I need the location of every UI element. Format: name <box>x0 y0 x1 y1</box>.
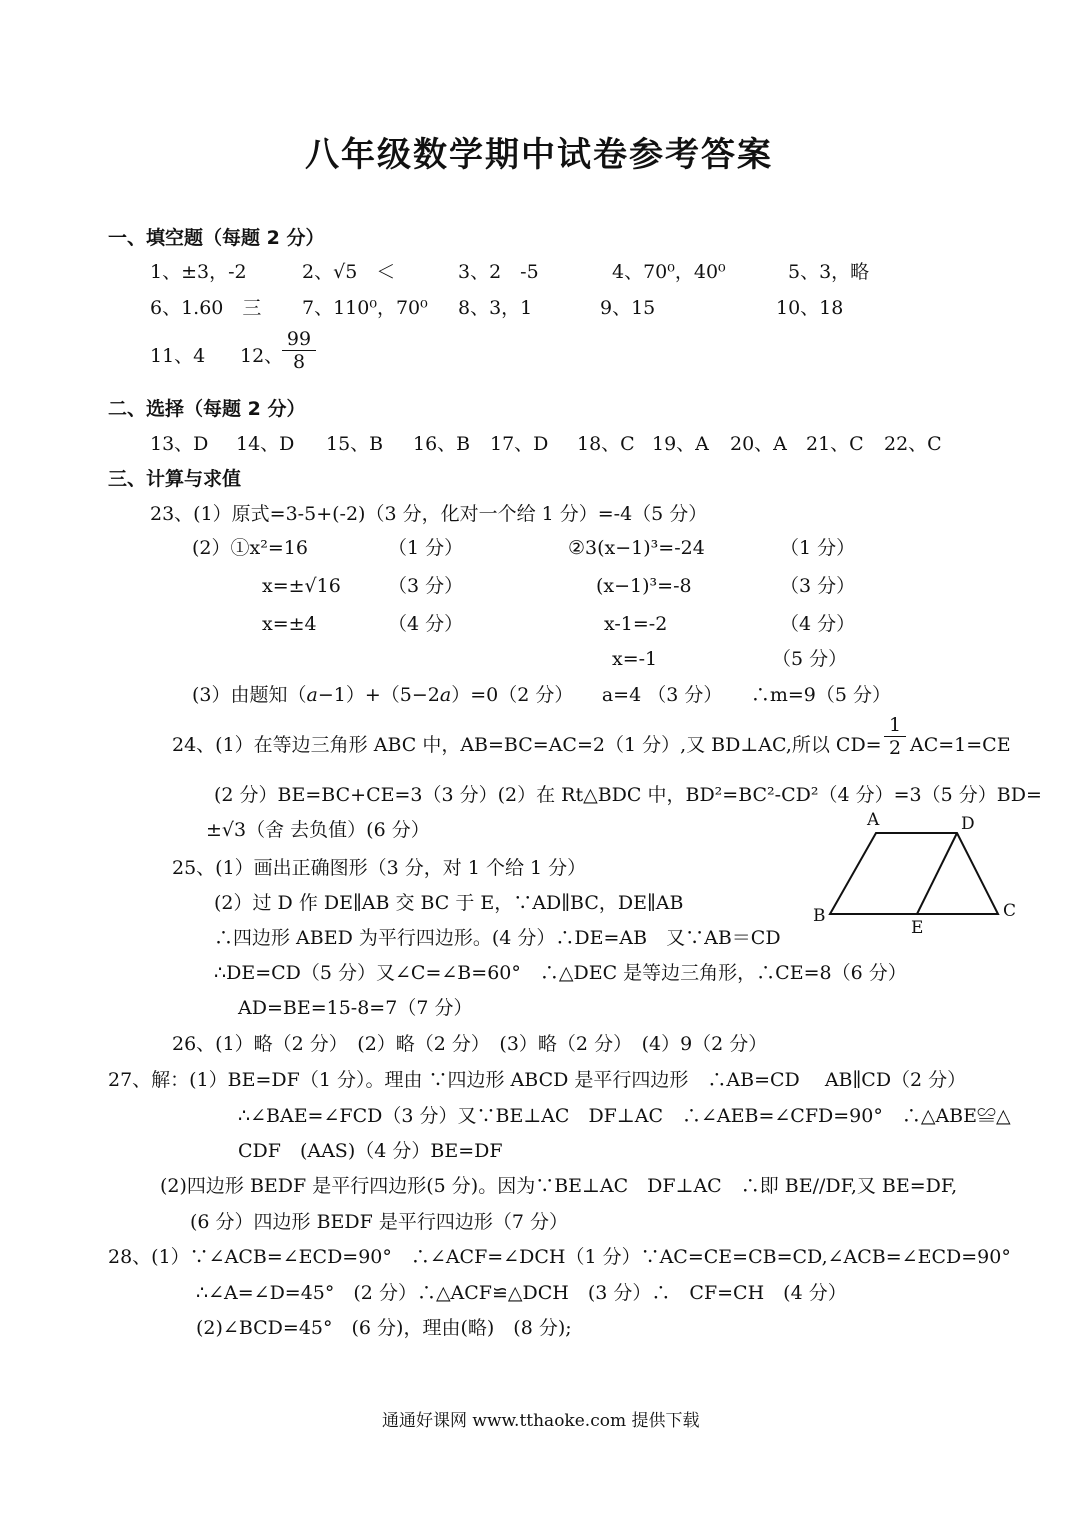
label-a: A <box>867 810 880 830</box>
answer-12-prefix: 12、 <box>240 345 284 367</box>
page-footer: 通通好课网 www.tthaoke.com 提供下载 <box>382 1411 700 1431</box>
q23-left-eq-2: x=±√16 <box>262 575 341 597</box>
q23-right-score-3: （4 分） <box>780 613 856 635</box>
q25-line3: ∴四边形 ABED 为平行四边形。(4 分）∴DE=AB 又∵AB＝CD <box>214 927 781 949</box>
q23-right-eq-4: x=-1 <box>612 648 658 670</box>
answer-2: 2、√5 ＜ <box>302 261 396 283</box>
q27-line4: (2)四边形 BEDF 是平行四边形(5 分)。因为∵BE⊥AC DF⊥AC ∴即 BE//DF,又 BE=DF, <box>160 1175 958 1197</box>
q25-line4: ∴DE=CD（5 分）又∠C=∠B=60° ∴△DEC 是等边三角形，∴CE=8（6 分） <box>214 962 907 984</box>
q23-l3-part1: (3）由题知（ <box>192 684 307 706</box>
q23-l3-var-a: a <box>306 684 318 706</box>
q23-line1: 23、(1）原式=3-5+(-2)（3 分，化对一个给 1 分）=-4（5 分） <box>150 503 708 525</box>
choice-19: 19、A <box>652 433 709 455</box>
q23-line3 <box>192 683 891 707</box>
q28-line3: (2)∠BCD=45° (6 分)，理由(略) (8 分); <box>196 1317 572 1339</box>
choice-20: 20、A <box>730 433 787 455</box>
q24-line1: 24、(1）在等边三角形 ABC 中，AB=BC=AC=2（1 分）,又 BD⊥AC,所以 CD= <box>172 734 882 756</box>
choice-21: 21、C <box>806 433 864 455</box>
trapezoid-shape <box>830 833 998 914</box>
q24-line1-end: AC=1=CE <box>910 734 1011 756</box>
q25-line1: 25、(1）画出正确图形（3 分，对 1 个给 1 分） <box>172 857 587 879</box>
q23-l3-part2: −1）+（5−2 <box>317 684 440 706</box>
q23-left-eq-3: x=±4 <box>262 613 317 635</box>
q25-line5: AD=BE=15-8=7（7 分） <box>238 997 473 1019</box>
answer-6: 6、1.60 三 <box>150 297 262 319</box>
q23-left-score-2: （3 分） <box>388 575 464 597</box>
q23-right-eq-3: x-1=-2 <box>604 613 668 635</box>
choice-13: 13、D <box>150 433 209 455</box>
q24-fraction <box>884 714 906 759</box>
fraction-numerator: 99 <box>282 328 316 351</box>
section-heading-calc: 三、计算与求值 <box>108 468 242 490</box>
answer-9: 9、15 <box>600 297 656 319</box>
q26-line: 26、(1）略（2 分） (2）略（2 分） (3）略（2 分） (4）9（2 分） <box>172 1033 768 1055</box>
label-d: D <box>961 814 975 834</box>
label-c: C <box>1003 901 1017 921</box>
answer-4: 4、70⁰，40⁰ <box>612 261 726 283</box>
label-e: E <box>911 918 924 938</box>
segment-de <box>917 833 957 914</box>
q23-left-score-1: （1 分） <box>388 537 464 559</box>
q23-right-eq-2: (x−1)³=-8 <box>596 575 692 597</box>
answer-12-fraction <box>282 328 316 373</box>
q23-right-eq-1: ②3(x−1)³=-24 <box>568 537 705 559</box>
choice-22: 22、C <box>884 433 942 455</box>
page-title: 八年级数学期中试卷参考答案 <box>305 135 773 175</box>
q25-line2: (2）过 D 作 DE∥AB 交 BC 于 E，∵AD∥BC，DE∥AB <box>214 892 684 914</box>
choice-16: 16、B <box>413 433 471 455</box>
trapezoid-figure <box>805 805 1025 940</box>
q23-right-score-4: （5 分） <box>772 648 848 670</box>
q27-line3: CDF (AAS)（4 分）BE=DF <box>238 1140 503 1162</box>
fraction-numerator: 1 <box>884 714 906 737</box>
answer-7: 7、110⁰，70⁰ <box>302 297 428 319</box>
q23-right-score-2: （3 分） <box>780 575 856 597</box>
answer-11: 11、4 <box>150 345 206 367</box>
q23-l3-part3: ）=0（2 分） a=4 （3 分） ∴m=9（5 分） <box>451 684 891 706</box>
choice-17: 17、D <box>490 433 549 455</box>
q24-line2: (2 分）BE=BC+CE=3（3 分）(2）在 Rt△BDC 中，BD²=BC²-CD²（4 分）=3（5 分）BD= <box>214 784 1042 806</box>
label-b: B <box>813 906 826 926</box>
q27-line1: 27、解：(1）BE=DF（1 分）。理由 ∵四边形 ABCD 是平行四边形 ∴AB=CD AB∥CD（2 分） <box>108 1069 967 1091</box>
answer-5: 5、3，略 <box>788 261 870 283</box>
section-heading-fill-blank: 一、填空题（每题 2 分） <box>108 227 325 249</box>
choice-15: 15、B <box>326 433 384 455</box>
answer-10: 10、18 <box>776 297 844 319</box>
q23-right-score-1: （1 分） <box>780 537 856 559</box>
q27-line2: ∴∠BAE=∠FCD（3 分）又∵BE⊥AC DF⊥AC ∴∠AEB=∠CFD=90° ∴△ABE≌△ <box>238 1105 1011 1127</box>
q23-l3-var-a2: a <box>439 684 452 706</box>
q24-line3: ±√3（舍 去负值）(6 分） <box>206 819 430 841</box>
q23-left-eq-1: (2）①x²=16 <box>192 537 308 559</box>
q28-line1: 28、(1）∵∠ACB=∠ECD=90° ∴∠ACF=∠DCH（1 分）∵AC=CE=CB=CD,∠ACB=∠ECD=90° <box>108 1246 1011 1268</box>
answer-8: 8、3，1 <box>458 297 533 319</box>
q27-line5: (6 分）四边形 BEDF 是平行四边形（7 分） <box>190 1211 568 1233</box>
fraction-denominator: 2 <box>888 737 902 759</box>
fraction-denominator: 8 <box>292 351 306 373</box>
choice-18: 18、C <box>577 433 635 455</box>
choice-14: 14、D <box>236 433 295 455</box>
answer-1: 1、±3，-2 <box>150 261 247 283</box>
answer-3: 3、2 -5 <box>458 261 539 283</box>
q28-line2: ∴∠A=∠D=45° (2 分）∴△ACF≌△DCH (3 分）∴ CF=CH (4 分） <box>196 1282 847 1304</box>
q23-left-score-3: （4 分） <box>388 613 464 635</box>
section-heading-choice: 二、选择（每题 2 分） <box>108 398 306 420</box>
